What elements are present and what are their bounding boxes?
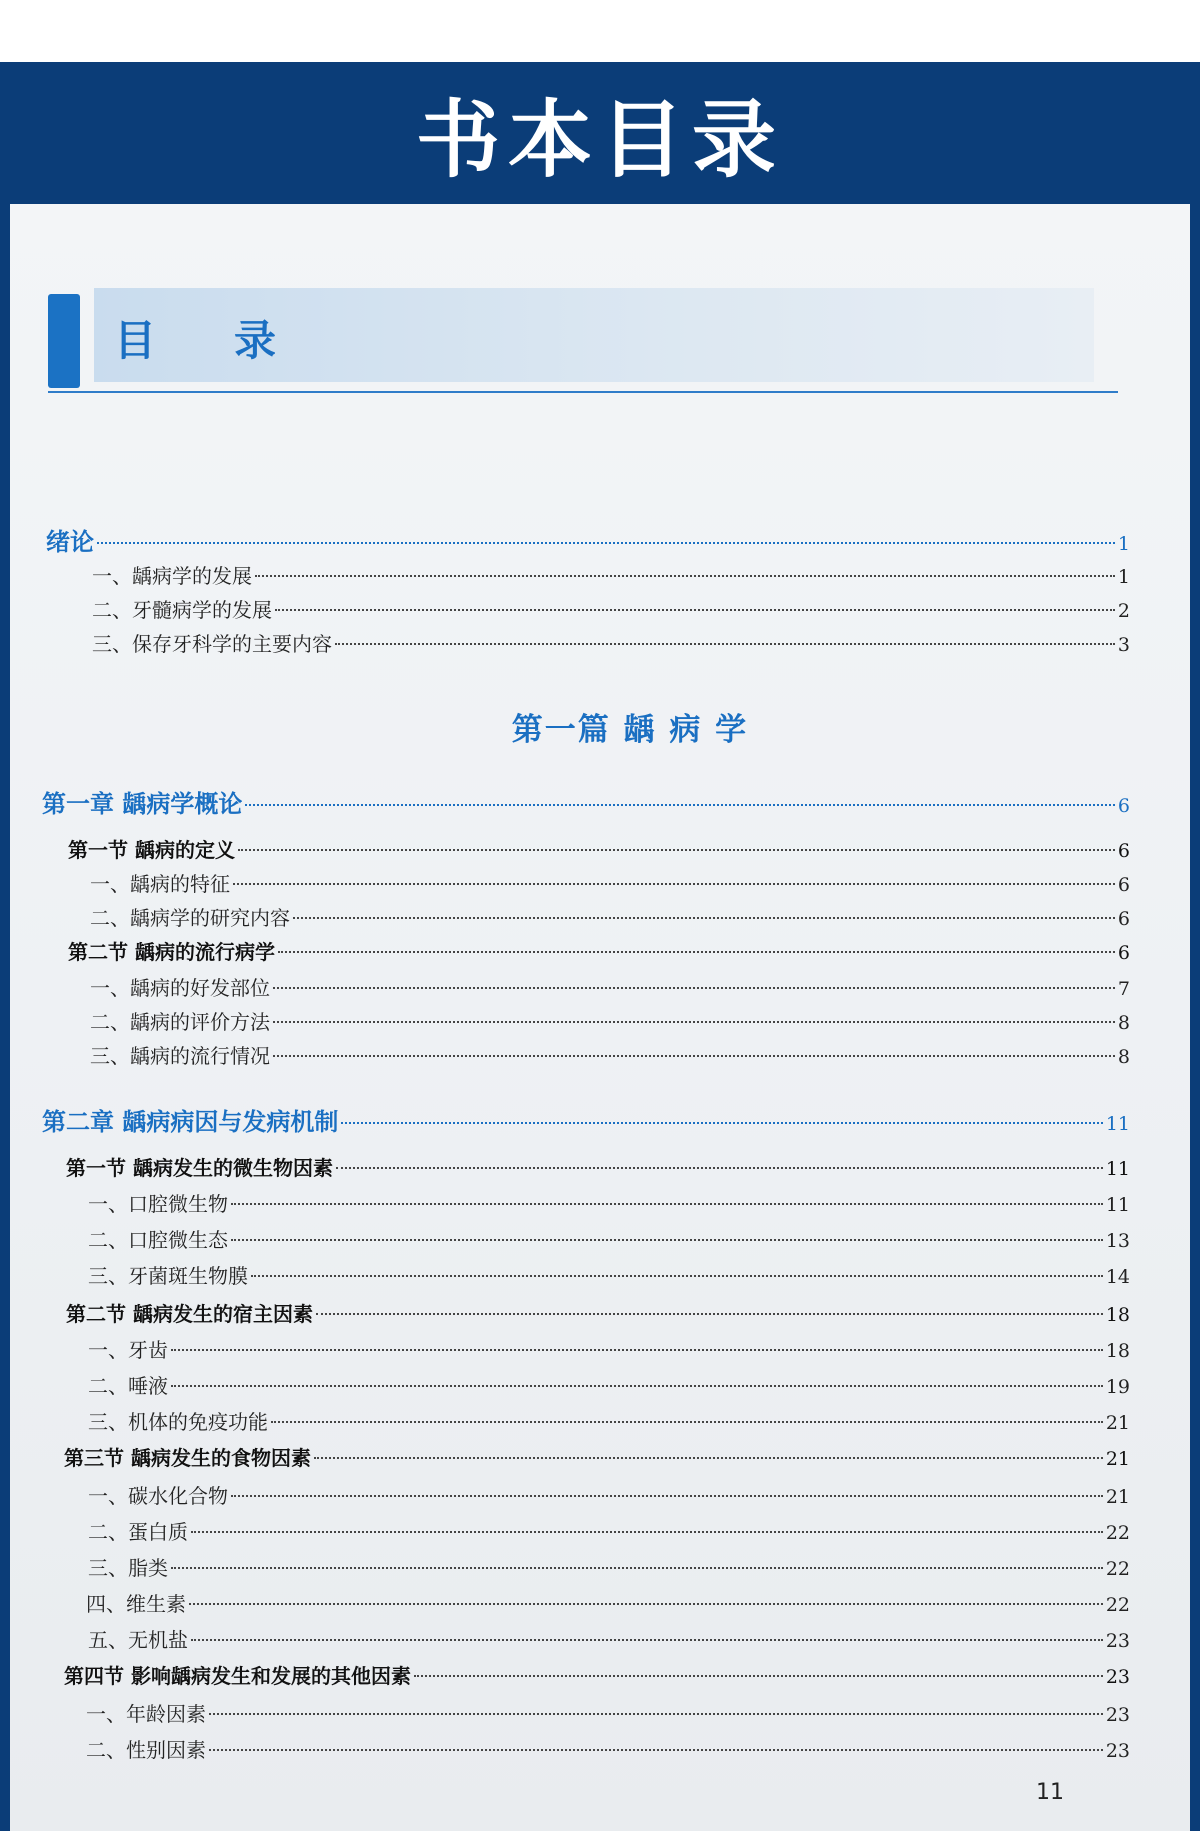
toc-entry-title: 一、龋病的特征 xyxy=(90,872,230,896)
dot-leader xyxy=(271,1421,1103,1423)
dot-leader xyxy=(275,609,1115,611)
heading-char-2: 录 xyxy=(234,316,277,365)
page-number: 11 xyxy=(1036,1780,1064,1805)
dot-leader xyxy=(233,883,1115,885)
toc-entry-title: 二、唾液 xyxy=(88,1374,168,1398)
toc-intro xyxy=(46,522,1130,557)
toc-entry-title: 一、年龄因素 xyxy=(86,1702,206,1726)
toc-entry xyxy=(86,1588,1130,1617)
toc-entry-title: 二、口腔微生态 xyxy=(88,1228,228,1252)
dot-leader xyxy=(209,1749,1103,1751)
dot-leader xyxy=(273,1021,1115,1023)
dot-leader xyxy=(189,1603,1103,1605)
top-banner xyxy=(0,62,1200,204)
toc-entry xyxy=(92,594,1130,623)
toc-entry xyxy=(88,1480,1130,1509)
toc-section xyxy=(64,1442,1130,1471)
toc-entry-page: 3 xyxy=(1117,634,1130,656)
toc-entry-page: 14 xyxy=(1105,1266,1130,1288)
toc-entry-title: 一、口腔微生物 xyxy=(88,1192,228,1216)
toc-entry xyxy=(90,972,1130,1001)
toc-entry-title: 一、龋病的好发部位 xyxy=(90,976,270,1000)
page-frame xyxy=(0,204,1200,1831)
part-title: 第一篇 龋 病 学 xyxy=(511,712,749,748)
toc-entry-page: 22 xyxy=(1105,1522,1130,1544)
toc-entry xyxy=(88,1370,1130,1399)
toc-section xyxy=(64,1660,1130,1689)
toc-entry-title: 第四节 影响龋病发生和发展的其他因素 xyxy=(64,1664,411,1688)
toc-entry-title: 二、性别因素 xyxy=(86,1738,206,1762)
toc-entry xyxy=(90,1040,1130,1069)
toc-entry xyxy=(90,868,1130,897)
toc-entry xyxy=(88,1224,1130,1253)
book-page xyxy=(10,204,1190,1831)
toc-entry-page: 6 xyxy=(1117,795,1130,817)
toc-entry-page: 11 xyxy=(1105,1113,1130,1135)
toc-entry-page: 7 xyxy=(1117,978,1130,1000)
toc-entry xyxy=(88,1334,1130,1363)
dot-leader xyxy=(231,1239,1103,1241)
toc-entry-page: 22 xyxy=(1105,1594,1130,1616)
toc-entry-title: 三、龋病的流行情况 xyxy=(90,1044,270,1068)
toc-entry-title: 一、牙齿 xyxy=(88,1338,168,1362)
dot-leader xyxy=(336,1167,1103,1169)
toc-entry-title: 第二章 龋病病因与发病机制 xyxy=(42,1108,339,1136)
dot-leader xyxy=(191,1639,1103,1641)
toc-entry-page: 23 xyxy=(1105,1740,1130,1762)
toc-section xyxy=(68,936,1130,965)
dot-leader xyxy=(316,1313,1103,1315)
toc-chapter xyxy=(42,1102,1130,1137)
dot-leader xyxy=(209,1713,1103,1715)
toc-entry-page: 21 xyxy=(1105,1486,1130,1508)
toc-entry-page: 8 xyxy=(1117,1046,1130,1068)
dot-leader xyxy=(273,1055,1115,1057)
toc-entry-title: 第一章 龋病学概论 xyxy=(42,790,243,818)
toc-entry-page: 6 xyxy=(1117,840,1130,862)
toc-entry-title: 二、牙髓病学的发展 xyxy=(92,598,272,622)
banner-title: 书本目录 xyxy=(415,90,784,189)
dot-leader xyxy=(245,804,1115,806)
dot-leader xyxy=(414,1675,1103,1677)
toc-entry-title: 五、无机盐 xyxy=(88,1628,188,1652)
toc-entry xyxy=(88,1406,1130,1435)
toc-entry xyxy=(92,628,1130,657)
toc-entry-page: 18 xyxy=(1105,1340,1130,1362)
toc-entry-page: 21 xyxy=(1105,1412,1130,1434)
dot-leader xyxy=(314,1457,1103,1459)
dot-leader xyxy=(97,542,1115,544)
toc-section xyxy=(66,1298,1130,1327)
toc-entry-title: 三、保存牙科学的主要内容 xyxy=(92,632,332,656)
toc-entry-page: 22 xyxy=(1105,1558,1130,1580)
toc-entry xyxy=(86,1698,1130,1727)
toc-entry-page: 8 xyxy=(1117,1012,1130,1034)
toc-entry xyxy=(90,1006,1130,1035)
toc-entry-title: 第一节 龋病的定义 xyxy=(68,838,235,862)
toc-entry-title: 第二节 龋病发生的宿主因素 xyxy=(66,1302,313,1326)
dot-leader xyxy=(293,917,1115,919)
toc-entry-page: 21 xyxy=(1105,1448,1130,1470)
toc-entry-title: 二、龋病学的研究内容 xyxy=(90,906,290,930)
toc-entry-page: 23 xyxy=(1105,1704,1130,1726)
toc-entry xyxy=(86,1734,1130,1763)
toc-entry-page: 6 xyxy=(1117,874,1130,896)
dot-leader xyxy=(341,1122,1102,1124)
toc-entry xyxy=(88,1516,1130,1545)
dot-leader xyxy=(278,951,1115,953)
toc-entry xyxy=(88,1624,1130,1653)
toc-entry-page: 13 xyxy=(1105,1230,1130,1252)
toc-entry xyxy=(88,1552,1130,1581)
toc-entry-page: 6 xyxy=(1117,942,1130,964)
dot-leader xyxy=(171,1385,1103,1387)
dot-leader xyxy=(171,1349,1103,1351)
dot-leader xyxy=(171,1567,1103,1569)
toc-entry-page: 23 xyxy=(1105,1630,1130,1652)
toc-entry xyxy=(88,1188,1130,1217)
dot-leader xyxy=(251,1275,1103,1277)
dot-leader xyxy=(335,643,1115,645)
toc-entry-page: 1 xyxy=(1117,566,1130,588)
toc-entry-title: 二、龋病的评价方法 xyxy=(90,1010,270,1034)
toc-chapter xyxy=(42,784,1130,819)
table-of-contents xyxy=(10,204,1190,1831)
toc-entry-page: 19 xyxy=(1105,1376,1130,1398)
toc-section xyxy=(68,834,1130,863)
dot-leader xyxy=(273,987,1115,989)
dot-leader xyxy=(231,1495,1103,1497)
toc-entry-title: 一、龋病学的发展 xyxy=(92,564,252,588)
toc-entry-title: 第一节 龋病发生的微生物因素 xyxy=(66,1156,333,1180)
dot-leader xyxy=(238,849,1115,851)
toc-entry-title: 第三节 龋病发生的食物因素 xyxy=(64,1446,311,1470)
toc-entry-title: 第二节 龋病的流行病学 xyxy=(68,940,275,964)
heading-char-1: 目 xyxy=(114,316,157,365)
toc-entry-page: 1 xyxy=(1117,533,1130,555)
toc-entry xyxy=(88,1260,1130,1289)
toc-entry-page: 2 xyxy=(1117,600,1130,622)
toc-entry-page: 6 xyxy=(1117,908,1130,930)
toc-entry-title: 三、脂类 xyxy=(88,1556,168,1580)
toc-entry-title: 三、牙菌斑生物膜 xyxy=(88,1264,248,1288)
toc-entry-page: 11 xyxy=(1105,1158,1130,1180)
toc-section xyxy=(66,1152,1130,1181)
toc-entry-title: 二、蛋白质 xyxy=(88,1520,188,1544)
toc-entry-page: 18 xyxy=(1105,1304,1130,1326)
toc-entry xyxy=(92,560,1130,589)
dot-leader xyxy=(191,1531,1103,1533)
toc-entry-page: 11 xyxy=(1105,1194,1130,1216)
toc-entry xyxy=(90,902,1130,931)
toc-entry-title: 一、碳水化合物 xyxy=(88,1484,228,1508)
toc-entry-page: 23 xyxy=(1105,1666,1130,1688)
dot-leader xyxy=(255,575,1115,577)
toc-entry-title: 四、维生素 xyxy=(86,1592,186,1616)
toc-entry-title: 三、机体的免疫功能 xyxy=(88,1410,268,1434)
toc-entry-title: 绪论 xyxy=(46,527,94,556)
dot-leader xyxy=(231,1203,1103,1205)
